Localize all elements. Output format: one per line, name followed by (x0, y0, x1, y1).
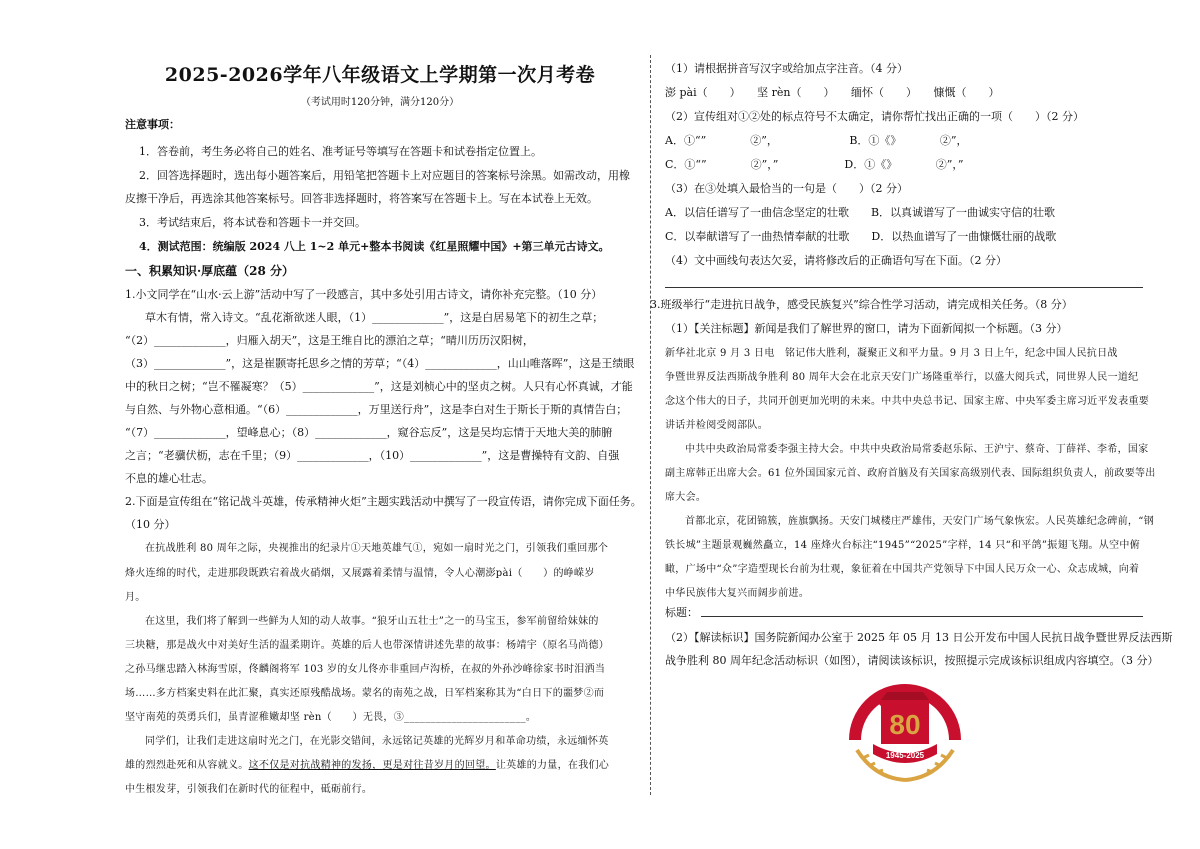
subquestion: （3）在③处填入最恰当的一句是（ ）（2 分） (665, 182, 908, 195)
question-1-line: 不息的雄心壮志。 (125, 472, 213, 485)
question-1-line: “（7）_____________，望峰息心；（8）_____________，窥谷忘反”，这是吴均忘情于天地大美的肺腑 (125, 426, 613, 439)
passage-line: 同学们，让我们走进这扇时光之门，在光影交错间，永远铭记英雄的光辉岁月和革命功绩，永远缅怀英 (145, 736, 609, 747)
passage-line: 坚守南苑的英勇兵们，虽青涩稚嫩却坚 rèn（ ）无畏，③_______________________。 (125, 712, 537, 723)
question-1-line: 中的秋日之树；“岂不罹凝寒？（5）_____________”，这是刘桢心中的坚贞之树。人只有心怀真诚，才能 (125, 380, 633, 393)
passage-text: 让英雄的力量，在我们心 (495, 760, 610, 771)
question-1-line: 之言；“老骥伏枥，志在千里；（9）_____________，（10）_____________”，这是曹操特有文韵、自强 (125, 449, 620, 462)
passage-line: 在抗战胜利 80 周年之际，央视推出的纪录片①天地英雄气①，宛如一扇时光之门，引领我们重回那个 (145, 543, 609, 554)
news-line: 新华社北京 9 月 3 日电 铭记伟大胜利，凝聚正义和平力量。9 月 3 日上午，纪念中国人民抗日战 (665, 348, 1118, 359)
news-line: 念这个伟大的日子，共同开创更加光明的未来。中共中央总书记、国家主席、中央军委主席习近平发表重要 (665, 396, 1150, 407)
news-line: 讲话并检阅受阅部队。 (665, 420, 768, 431)
section-heading: 一、积累知识·厚底蕴（28 分） (125, 264, 295, 278)
answer-line (665, 287, 1143, 288)
subquestion: （2）【解读标识】国务院新闻办公室于 2025 年 05 月 13 日公开发布中国人民抗日战争暨世界反法西斯 (665, 631, 1173, 644)
news-line: 首都北京，花团锦簇，旌旗飘扬。天安门城楼庄严雄伟，天安门广场气象恢宏。人民英雄纪念碑前，“钢 (685, 516, 1154, 527)
notice-item: 3．考试结束后，将本试卷和答题卡一并交回。 (139, 216, 366, 229)
passage-line: 烽火连绵的时代，走进那段既跌宕着战火硝烟，又展露着柔情与温情，令人心潮澎pài（ ）的峥嵘岁 (125, 568, 595, 579)
passage-text: 雄的烈烈赴死和从容就义。 (125, 760, 249, 771)
passage-line: 在这里，我们将了解到一些鲜为人知的动人故事。“狼牙山五壮士”之一的马宝玉，参军前留给妹妹的 (145, 616, 599, 627)
pinyin-row: 澎 pài（ ） 坚 rèn（ ） 缅怀（ ） 慷慨（ ） (665, 86, 1000, 99)
option-row: C．①“” ②”，” D．①《》 ②”，” (665, 158, 964, 171)
banner-top (881, 692, 929, 700)
news-line: 瞰，广场中“众”字造型现长台前为壮观，象征着在中国共产党领导下中国人民万众一心、众志成城，向着 (665, 564, 1140, 575)
option-row: A．以信任谱写了一曲信念坚定的壮歌 B．以真诚谱写了一曲诚实守信的壮歌 (665, 206, 1056, 219)
subquestion: 战争胜利 80 周年纪念活动标识（如图），请阅读该标识，按照提示完成该标识组成内容填空。（3 分） (665, 654, 1159, 667)
notice-item: 1．答卷前，考生务必将自己的姓名、准考证号等填写在答题卡和试卷指定位置上。 (139, 145, 542, 158)
column-divider (650, 55, 651, 795)
passage-line: 三块糖，那是战火中对美好生活的温柔期许。英雄的后人也带深情讲述先辈的故事：杨靖宇（原名马尚德） (125, 640, 610, 651)
notice-item: 4．测试范围：统编版 2024 八上 1~2 单元+整本书阅读《红星照耀中国》+第三单元古诗文。 (139, 240, 610, 253)
page-title: 2025-2026学年八年级语文上学期第一次月考卷 (164, 64, 596, 86)
news-line: 争暨世界反法西斯战争胜利 80 周年大会在北京天安门广场隆重举行，以盛大阅兵式，同世界人民一道纪 (665, 372, 1139, 383)
subquestion: （1）请根据拼音写汉字或给加点字注音。（4 分） (665, 62, 908, 75)
logo-years: 1945-2025 (885, 751, 925, 760)
logo-number: 80 (889, 709, 921, 740)
news-line: 铁长城”主题景观巍然矗立，14 座烽火台标注“1945”“2025”字样，14 只“和平鸽”振翅飞翔。从空中俯 (665, 540, 1140, 551)
subquestion: （2）宣传组对①②处的标点符号不太确定，请你帮忙找出正确的一项（ ）（2 分） (665, 110, 1084, 123)
news-line: 中华民族伟大复兴而阔步前进。 (665, 588, 810, 599)
subquestion: （4）文中画线句表达欠妥，请将修改后的正确语句写在下面。（2 分） (665, 254, 1007, 267)
question-1-line: 草木有情，常入诗文。“乱花渐欲迷人眼，（1）_____________”，这是白居易笔下的初生之草； (145, 311, 604, 324)
exam-subtitle: （考试用时120分钟，满分120分） (300, 97, 460, 108)
option-row: C．以奉献谱写了一曲热情奉献的壮歌 D．以热血谱写了一曲慷慨壮丽的战歌 (665, 230, 1057, 243)
passage-line: 月。 (125, 592, 146, 603)
question-3-stem: 3.班级举行“走进抗日战争，感受民族复兴”综合性学习活动，请完成相关任务。（8 分） (650, 298, 1073, 311)
underlined-sentence: 这不仅是对抗战精神的发扬，更是对往昔岁月的回望。 (248, 760, 496, 771)
title-label: 标题： (665, 606, 698, 619)
anniversary-logo (845, 678, 965, 788)
passage-line: 场……多方档案史料在此汇聚，真实还原残酷战场。蒙名的南苑之战，日军档案称其为“白日下的噩梦②而 (125, 688, 605, 699)
question-2-score: （10 分） (125, 518, 176, 531)
title-answer-line[interactable] (701, 616, 1143, 617)
question-2-stem: 2.下面是宣传组在“铭记战斗英雄，传承精神火炬”主题实践活动中撰写了一段宣传语，请你完成下面任务。 (125, 495, 642, 508)
news-line: 中共中央政治局常委李强主持大会。中共中央政治局常委赵乐际、王沪宁、蔡奇、丁薛祥、李希，国家 (685, 444, 1149, 455)
passage-line (125, 757, 609, 775)
notice-item: 皮擦干净后，再选涂其他答案标号。回答非选择题时，将答案写在答题卡上。写在本试卷上无效。 (125, 192, 598, 205)
question-1-line: （3）_____________”，这是崔颢寄托思乡之情的芳草；“（4）_____________，山山唯落晖”，这是王绩眼 (125, 357, 635, 370)
option-row: A．①“” ②”， B．①《》 ②”， (665, 134, 968, 147)
news-line: 席大会。 (665, 492, 707, 503)
passage-line: 中生根发芽，引领我们在新时代的征程中，砥砺前行。 (125, 784, 373, 795)
question-1-line: 与自然、与外物心意相通。“（6）_____________，万里送行舟”，这是李白对生于斯长于斯的真情告白； (125, 403, 628, 416)
question-1-stem: 1.小文同学在“山水·云上游”活动中写了一段感言，其中多处引用古诗文，请你补充完整。（10 分） (125, 288, 603, 301)
notice-item: 2．回答选择题时，选出每小题答案后，用铅笔把答题卡上对应题目的答案标号涂黑。如需改动，用橡 (139, 169, 630, 182)
notice-heading: 注意事项： (125, 118, 180, 131)
subquestion: （1）【关注标题】新闻是我们了解世界的窗口，请为下面新闻拟一个标题。（3 分） (665, 322, 1068, 335)
news-line: 副主席韩正出席大会。61 位外国国家元首、政府首脑及有关国家高级别代表、国际组织负责人，前政要等出 (665, 468, 1156, 479)
passage-line: 之孙马继忠踏入林海雪原，佟麟阁将军 103 岁的女儿佟亦非重回卢沟桥，在叔的外孙沙峰徐家书时泪洒当 (125, 664, 606, 675)
anniversary-logo-graphic (845, 678, 965, 788)
question-1-line: “（2）_____________，归雁入胡天”，这是王维自比的漂泊之草；“晴川历历汉阳树， (125, 334, 534, 347)
